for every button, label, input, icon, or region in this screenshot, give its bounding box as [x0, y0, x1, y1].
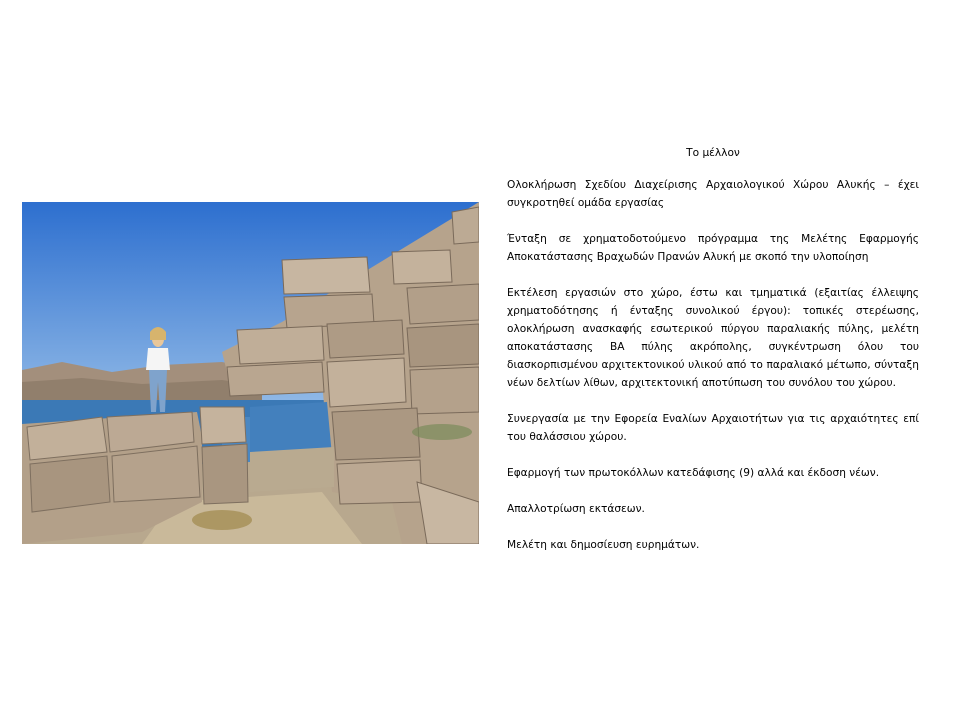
paragraph-expropriation: Απαλλοτρίωση εκτάσεων.: [507, 503, 645, 515]
ancient-gate-photo: [22, 202, 479, 544]
paragraph-site-works: Εκτέλεση εργασιών στο χώρο, έστω και τμηματικά (εξαιτίας έλλειψης χρηματοδότησης ή ένταξης συνολικού έργου): τοπικές στερέωσης, ολοκλήρωση ανασκαφής εσωτερικού πύργου παραλιακής πύλης, μελέτη αποκατάστασης ΒΑ πύλης ακρόπολης, συγκέντρωση όλου του διασκορπισμένου αρχιτεκτονικού υλικού από το παραλιακό μέτωπο, σύνταξη νέων δελτίων λίθων, αρχιτεκτονική αποτύπωση του συνόλου του χώρου.: [507, 287, 919, 389]
paragraph-underwater-ephorate: Συνεργασία με την Εφορεία Εναλίων Αρχαιοτήτων για τις αρχαιότητες επί του θαλάσσιου χώρου.: [507, 413, 919, 443]
slide-title: Το μέλλον: [686, 147, 740, 159]
paragraph-study-publication: Μελέτη και δημοσίευση ευρημάτων.: [507, 539, 700, 551]
paragraph-demolition-protocols: Εφαρμογή των πρωτοκόλλων κατεδάφισης (9) αλλά και έκδοση νέων.: [507, 467, 880, 479]
paragraph-funding-programme: Ένταξη σε χρηματοδοτούμενο πρόγραμμα της Μελέτης Εφαρμογής Αποκατάστασης Βραχωδών Πρανών Αλυκή με σκοπό την υλοποίηση: [507, 233, 919, 263]
text-column: [507, 144, 919, 572]
paragraph-management-plan: Ολοκλήρωση Σχεδίου Διαχείρισης Αρχαιολογικού Χώρου Αλυκής – έχει συγκροτηθεί ομάδα εργασίας: [507, 179, 919, 209]
